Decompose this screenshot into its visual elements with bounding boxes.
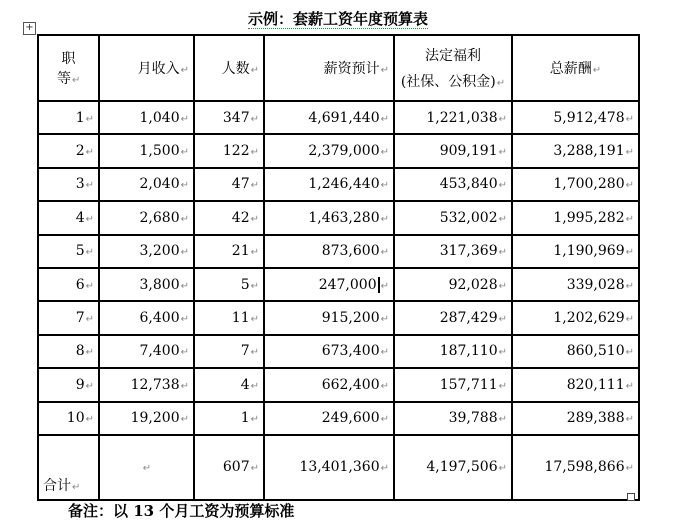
cell-grade[interactable]: 5↵ — [38, 235, 99, 268]
cell-benefits[interactable]: 317,369↵ — [394, 235, 512, 268]
cell-grade[interactable]: 2↵ — [38, 134, 99, 167]
table-row — [38, 101, 639, 134]
cell-total-value: 339,028 — [566, 276, 625, 293]
totals-benefits: 4,197,506 — [426, 459, 498, 476]
cell-count[interactable]: 42↵ — [194, 201, 264, 234]
cell-monthly[interactable]: 1,500↵ — [99, 134, 194, 167]
cell-count-value: 7 — [240, 343, 250, 360]
salary-budget-table — [37, 34, 640, 501]
cell-count[interactable]: 1↵ — [194, 402, 264, 435]
cell-salary[interactable]: 4,691,440↵ — [264, 101, 394, 134]
cell-benefits[interactable]: 1,221,038↵ — [394, 101, 512, 134]
cell-benefits-value: 909,191 — [439, 143, 498, 160]
header-row — [38, 35, 639, 101]
cell-grade-value: 1 — [75, 109, 85, 126]
cell-grade[interactable]: 7↵ — [38, 301, 99, 334]
table-row — [38, 301, 639, 334]
cell-total-value: 1,700,280 — [553, 176, 625, 193]
cell-grade[interactable]: 6↵ — [38, 268, 99, 301]
cell-monthly[interactable]: 7,400↵ — [99, 335, 194, 368]
cell-monthly-value: 1,500 — [139, 143, 180, 160]
table-row — [38, 134, 639, 167]
cell-salary-value: 1,246,440 — [308, 176, 380, 193]
cell-count[interactable]: 47↵ — [194, 168, 264, 201]
footnote: 备注：以 13 个月工资为预算标准 — [68, 502, 295, 520]
table-row — [38, 335, 639, 368]
cell-salary-value: 1,463,280 — [308, 209, 380, 226]
cell-salary[interactable]: 1,246,440↵ — [264, 168, 394, 201]
header-salary-budget-text: 薪资预计 — [323, 61, 380, 77]
table-row — [38, 402, 639, 435]
cell-monthly-value: 6,400 — [139, 310, 180, 327]
cell-monthly-value: 3,200 — [139, 243, 180, 260]
table-row — [38, 235, 639, 268]
cell-count-value: 42 — [231, 209, 250, 226]
cell-total[interactable]: 860,510↵ — [512, 335, 639, 368]
cell-count[interactable]: 347↵ — [194, 101, 264, 134]
cell-benefits[interactable]: 39,788↵ — [394, 402, 512, 435]
cell-monthly[interactable]: 3,800↵ — [99, 268, 194, 301]
document-title-text: 示例：套薪工资年度预算表 — [247, 10, 428, 28]
table-row — [38, 268, 639, 301]
cell-monthly[interactable]: 2,680↵ — [99, 201, 194, 234]
cell-benefits-value: 39,788 — [448, 410, 498, 427]
header-benefits-line1: 法定福利 — [425, 48, 481, 64]
cell-benefits-value: 1,221,038 — [426, 109, 498, 126]
cell-total[interactable]: 1,202,629↵ — [512, 301, 639, 334]
cell-benefits-value: 453,840 — [439, 176, 498, 193]
cell-monthly-value: 12,738 — [130, 376, 180, 393]
header-grade-line1: 职 — [61, 51, 76, 67]
table-resize-handle[interactable] — [627, 493, 635, 501]
cell-total-value: 5,912,478 — [553, 109, 625, 126]
cell-monthly-value: 19,200 — [130, 410, 180, 427]
cell-total-value: 820,111 — [566, 376, 625, 393]
cell-monthly-value: 3,800 — [139, 276, 180, 293]
cell-grade[interactable]: 4↵ — [38, 201, 99, 234]
cell-benefits-value: 92,028 — [448, 276, 498, 293]
header-benefits[interactable]: 法定福利 (社保、公积金)↵ — [394, 35, 512, 101]
cell-grade-value: 2 — [75, 143, 85, 160]
totals-total: 17,598,866 — [544, 459, 625, 476]
cell-count-value: 5 — [240, 276, 250, 293]
cell-benefits[interactable]: 92,028↵ — [394, 268, 512, 301]
cell-benefits[interactable]: 532,002↵ — [394, 201, 512, 234]
cell-benefits-value: 287,429 — [439, 310, 498, 327]
header-grade[interactable]: 职 等↵ — [38, 35, 99, 101]
cell-salary-value: 873,600 — [321, 243, 380, 260]
totals-salary: 13,401,360 — [299, 459, 380, 476]
header-grade-line2: 等 — [57, 71, 71, 87]
header-benefits-line2: (社保、公积金) — [400, 74, 496, 90]
cell-salary[interactable]: 1,463,280↵ — [264, 201, 394, 234]
cell-monthly-value: 7,400 — [139, 343, 180, 360]
cell-total[interactable]: 3,288,191↵ — [512, 134, 639, 167]
cell-count-value: 21 — [231, 243, 250, 260]
totals-total-cell[interactable]: 17,598,866↵ — [512, 435, 639, 500]
cell-grade-value: 4 — [75, 209, 85, 226]
header-headcount[interactable]: 人数↵ — [194, 35, 264, 101]
cell-salary[interactable]: 673,400↵ — [264, 335, 394, 368]
cell-total[interactable]: 1,190,969↵ — [512, 235, 639, 268]
cell-grade-value: 7 — [75, 310, 85, 327]
cell-salary[interactable]: 247,000 ↵ — [264, 268, 394, 301]
totals-salary-cell[interactable]: 13,401,360↵ — [264, 435, 394, 500]
cell-total[interactable]: 5,912,478↵ — [512, 101, 639, 134]
cell-grade-value: 9 — [75, 376, 85, 393]
totals-row — [38, 435, 639, 500]
text-cursor — [378, 277, 380, 293]
header-headcount-text: 人数 — [221, 61, 250, 77]
cell-grade-value: 8 — [75, 343, 85, 360]
cell-count-value: 11 — [231, 310, 250, 327]
cell-count-value: 122 — [222, 143, 250, 160]
cell-count-value: 47 — [231, 176, 250, 193]
totals-label: 合计 — [43, 477, 71, 494]
cell-total[interactable]: 820,111↵ — [512, 368, 639, 401]
cell-grade[interactable]: 10↵ — [38, 402, 99, 435]
cell-grade[interactable]: 1↵ — [38, 101, 99, 134]
totals-monthly-cell[interactable]: ↵ — [99, 435, 194, 500]
header-total-compensation-text: 总薪酬 — [549, 61, 592, 77]
cell-count[interactable]: 7↵ — [194, 335, 264, 368]
cell-benefits[interactable]: 287,429↵ — [394, 301, 512, 334]
totals-label-cell[interactable]: 合计↵ — [38, 435, 99, 500]
cell-salary-value: 249,600 — [321, 410, 380, 427]
cell-count-value: 4 — [240, 376, 250, 393]
cell-total-value: 1,995,282 — [553, 209, 625, 226]
table-move-handle-icon[interactable]: + — [23, 22, 36, 35]
cell-benefits-value: 532,002 — [439, 209, 498, 226]
cell-benefits-value: 157,711 — [439, 376, 498, 393]
totals-count: 607 — [222, 459, 250, 476]
cell-monthly-value: 1,040 — [139, 109, 180, 126]
cell-salary-value: 673,400 — [321, 343, 380, 360]
cell-salary[interactable]: 873,600↵ — [264, 235, 394, 268]
cell-monthly[interactable]: 19,200↵ — [99, 402, 194, 435]
cell-salary-value: 4,691,440 — [308, 109, 380, 126]
header-monthly-income-text: 月收入 — [137, 61, 180, 77]
cell-salary-value: 662,400 — [321, 376, 380, 393]
document-title — [0, 8, 676, 29]
cell-salary[interactable]: 915,200↵ — [264, 301, 394, 334]
totals-benefits-cell[interactable]: 4,197,506↵ — [394, 435, 512, 500]
cell-total-value: 1,202,629 — [553, 310, 625, 327]
cell-monthly[interactable]: 2,040↵ — [99, 168, 194, 201]
cell-benefits-value: 187,110 — [439, 343, 498, 360]
cell-salary-value: 915,200 — [321, 310, 380, 327]
cell-count-value: 347 — [222, 109, 250, 126]
cell-count[interactable]: 11↵ — [194, 301, 264, 334]
cell-benefits[interactable]: 909,191↵ — [394, 134, 512, 167]
table-row — [38, 201, 639, 234]
cell-count[interactable]: 122↵ — [194, 134, 264, 167]
cell-monthly[interactable]: 12,738↵ — [99, 368, 194, 401]
cell-total[interactable]: 1,995,282↵ — [512, 201, 639, 234]
cell-monthly-value: 2,680 — [139, 209, 180, 226]
cell-count[interactable]: 4↵ — [194, 368, 264, 401]
cell-total[interactable]: 339,028↵ — [512, 268, 639, 301]
cell-grade[interactable]: 3↵ — [38, 168, 99, 201]
totals-count-cell[interactable]: 607↵ — [194, 435, 264, 500]
cell-grade-value: 6 — [75, 276, 85, 293]
cell-salary[interactable]: 662,400↵ — [264, 368, 394, 401]
cell-monthly-value: 2,040 — [139, 176, 180, 193]
cell-salary[interactable]: 249,600↵ — [264, 402, 394, 435]
cell-benefits[interactable]: 187,110↵ — [394, 335, 512, 368]
cell-monthly[interactable]: 6,400↵ — [99, 301, 194, 334]
cell-benefits[interactable]: 157,711↵ — [394, 368, 512, 401]
cell-count-value: 1 — [240, 410, 250, 427]
header-monthly-income[interactable]: 月收入↵ — [99, 35, 194, 101]
header-total-compensation[interactable]: 总薪酬↵ — [512, 35, 639, 101]
cell-count[interactable]: 21↵ — [194, 235, 264, 268]
cell-total[interactable]: 1,700,280↵ — [512, 168, 639, 201]
cell-grade[interactable]: 9↵ — [38, 368, 99, 401]
header-salary-budget[interactable]: 薪资预计↵ — [264, 35, 394, 101]
cell-total-value: 289,388 — [566, 410, 625, 427]
cell-benefits[interactable]: 453,840↵ — [394, 168, 512, 201]
cell-grade[interactable]: 8↵ — [38, 335, 99, 368]
cell-monthly[interactable]: 1,040↵ — [99, 101, 194, 134]
cell-total[interactable]: 289,388↵ — [512, 402, 639, 435]
cell-count[interactable]: 5↵ — [194, 268, 264, 301]
cell-grade-value: 10 — [66, 410, 85, 427]
table-row — [38, 168, 639, 201]
cell-salary-value: 2,379,000 — [308, 143, 380, 160]
cell-grade-value: 5 — [75, 243, 85, 260]
cell-benefits-value: 317,369 — [439, 243, 498, 260]
cell-total-value: 860,510 — [566, 343, 625, 360]
cell-salary-value: 247,000 — [318, 276, 377, 293]
cell-grade-value: 3 — [75, 176, 85, 193]
cell-salary[interactable]: 2,379,000↵ — [264, 134, 394, 167]
cell-total-value: 1,190,969 — [553, 243, 625, 260]
cell-total-value: 3,288,191 — [553, 143, 625, 160]
cell-monthly[interactable]: 3,200↵ — [99, 235, 194, 268]
table-row — [38, 368, 639, 401]
